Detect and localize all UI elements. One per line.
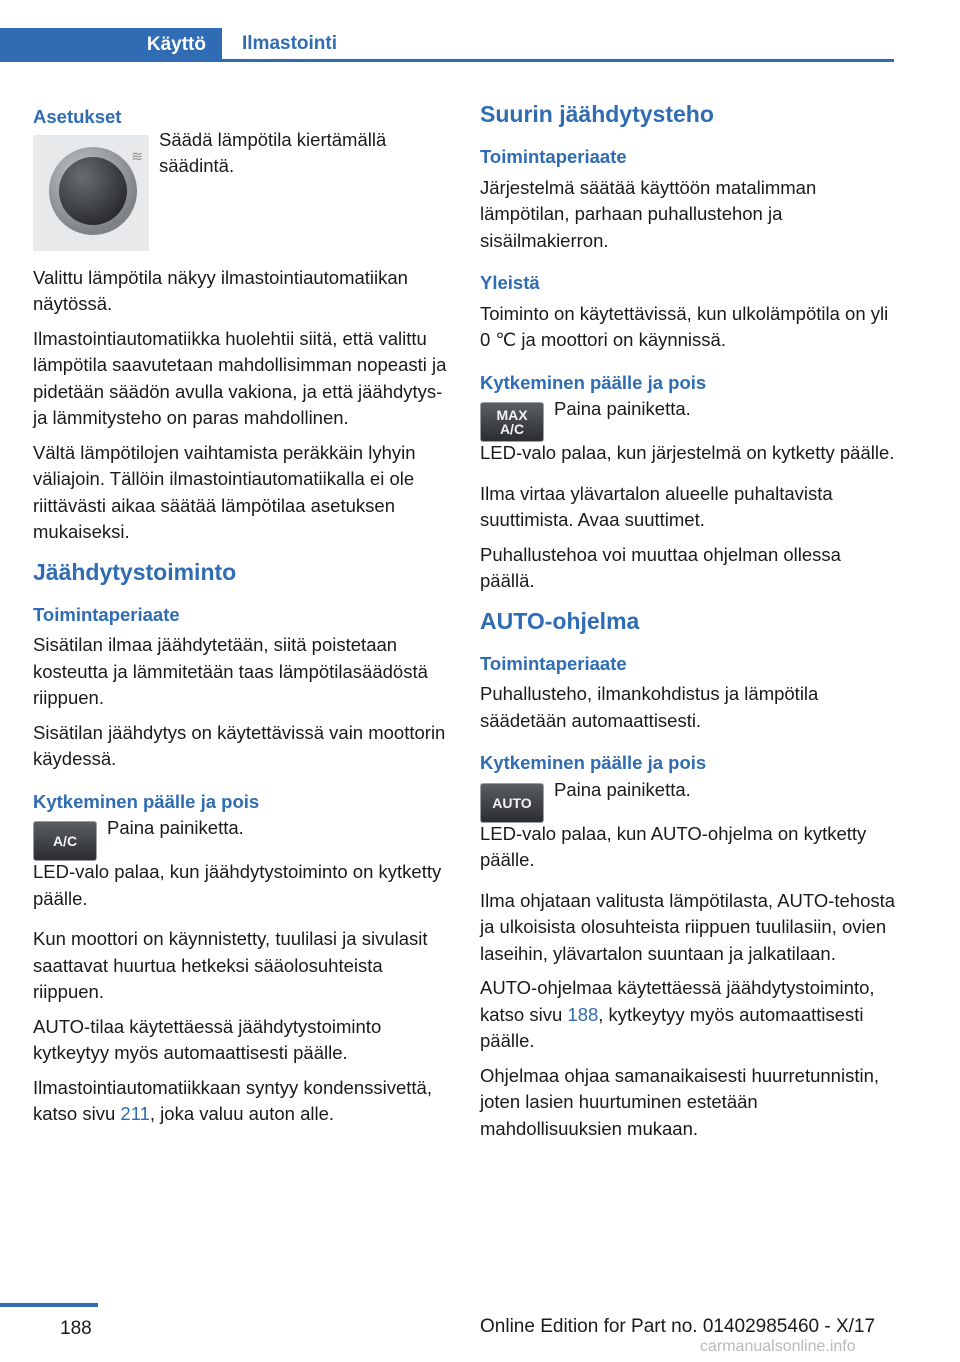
paragraph: Ilma ohjataan valitusta lämpötilasta, AUTO-tehosta ja ulkoisista olosuhteista riippuen tuulilasiin, ovien laseihin, ylävartalon suuntaan ja jalkatilaan. [480,889,896,964]
paragraph: Toiminto on käytettävissä, kun ulkolämpötila on yli 0 ℃ ja moottori on käynnissä. [480,302,889,350]
heading-auto-ohjelma: AUTO-ohjelma [480,607,640,634]
paragraph: Ilma virtaa ylävartalon alueelle puhaltavista suuttimista. Avaa suuttimet. [480,482,833,530]
temperature-knob-image [33,135,149,251]
paragraph: Ohjelmaa ohjaa samanaikaisesti huurretunnistin, joten lasien huurtuminen estetään mahdollisuuksien mukaan. [480,1064,879,1139]
heading-yleista: Yleistä [480,272,540,293]
page-link-211[interactable]: 211 [120,1103,150,1124]
watermark: carmanualsonline.info [700,1338,856,1355]
page-number: 188 [60,1318,92,1339]
paragraph: Järjestelmä säätää käyttöön matalimman lämpötilan, parhaan puhallustehon ja sisäilmakierron. [480,176,817,251]
ac-text-2: LED-valo palaa, kun jäähdytystoiminto on kytketty päälle. [33,861,442,909]
paragraph: Valittu lämpötila näkyy ilmastointiautomatiikan näytössä. [33,266,408,314]
page-link-188[interactable]: 188 [567,1003,599,1025]
heading-kytkeminen: Kytkeminen päälle ja pois [480,371,707,393]
paragraph: Sisätilan jäähdytys on käytettävissä vain moottorin käydessä. [33,721,446,769]
heading-toimintaperiaate: Toimintaperiaate [480,146,627,167]
heading-jaahdytystoiminto: Jäähdytystoiminto [33,558,237,585]
paragraph: Puhallusteho, ilmankohdistus ja lämpötila säädetään automaattisesti. [480,683,819,731]
heading-toimintaperiaate: Toimintaperiaate [33,603,180,625]
heading-kytkeminen: Kytkeminen päälle ja pois [480,752,707,773]
heat-icon: ≋ [131,147,141,164]
paragraph: Puhallustehoa voi muuttaa ohjelman ollessa päällä. [480,543,841,591]
paragraph: Ilmastointiautomatiikkaan syntyy kondenssivettä, katso sivu 211, joka valuu auton alle. [33,1076,432,1124]
heading-asetukset: Asetukset [33,106,122,127]
heading-toimintaperiaate: Toimintaperiaate [480,652,627,674]
auto-text-1: Paina painiketta. [554,778,691,800]
footer-rule [0,1303,98,1307]
paragraph: Ilmastointiautomatiikka huolehtii siitä, että valittu lämpötila saavutetaan mahdollisimman nopeasti ja pidetään säädön avulla vakiona, ja että jäähdytys- ja lämmitysteho on paras mahdollinen. [33,327,447,428]
paragraph: AUTO-tilaa käytettäessä jäähdytystoiminto kytkeytyy myös automaattisesti päälle. [33,1015,382,1063]
max-text-1: Paina painiketta. [554,398,691,419]
header-tabs [0,0,960,62]
heading-suurin-jaahdytysteho: Suurin jäähdytysteho [480,101,714,127]
auto-button-icon: AUTO [480,783,544,823]
tab-kaytto[interactable]: Käyttö [0,28,222,62]
heading-kytkeminen: Kytkeminen päälle ja pois [33,790,260,812]
paragraph: Vältä lämpötilojen vaihtamista peräkkäin lyhyin väliajoin. Tällöin ilmastointiautomatiikalla ei ole riittävästi aikaa säätää lämpötilaa asetuksen mukaiseksi. [33,441,416,542]
max-text-2: LED-valo palaa, kun järjestelmä on kytketty päälle. [480,442,895,463]
ac-text-1: Paina painiketta. [107,817,244,838]
tab-ilmastointi[interactable]: Ilmastointi [222,28,894,62]
asetukset-text: Säädä lämpötila kiertämällä säädintä. [159,128,387,176]
right-column [480,100,900,1150]
ac-button-icon: A/C [33,821,97,861]
auto-text-2: LED-valo palaa, kun AUTO-ohjelma on kytketty päälle. [480,822,867,870]
paragraph: Kun moottori on käynnistetty, tuulilasi ja sivulasit saattavat huurtua hetkeksi sääolosuhteista riippuen. [33,928,428,1002]
left-column [33,100,451,1136]
paragraph: Sisätilan ilmaa jäähdytetään, siitä poistetaan kosteutta ja lämmitetään taas lämpötilasäädöstä riippuen. [33,634,428,708]
paragraph: AUTO-ohjelmaa käytettäessä jäähdytystoiminto, katso sivu 188, kytkeytyy myös automaattisesti päälle. [480,977,875,1051]
max-ac-button-icon: MAX A/C [480,402,544,442]
footer-edition: Online Edition for Part no. 01402985460 - X/17 [480,1316,876,1337]
